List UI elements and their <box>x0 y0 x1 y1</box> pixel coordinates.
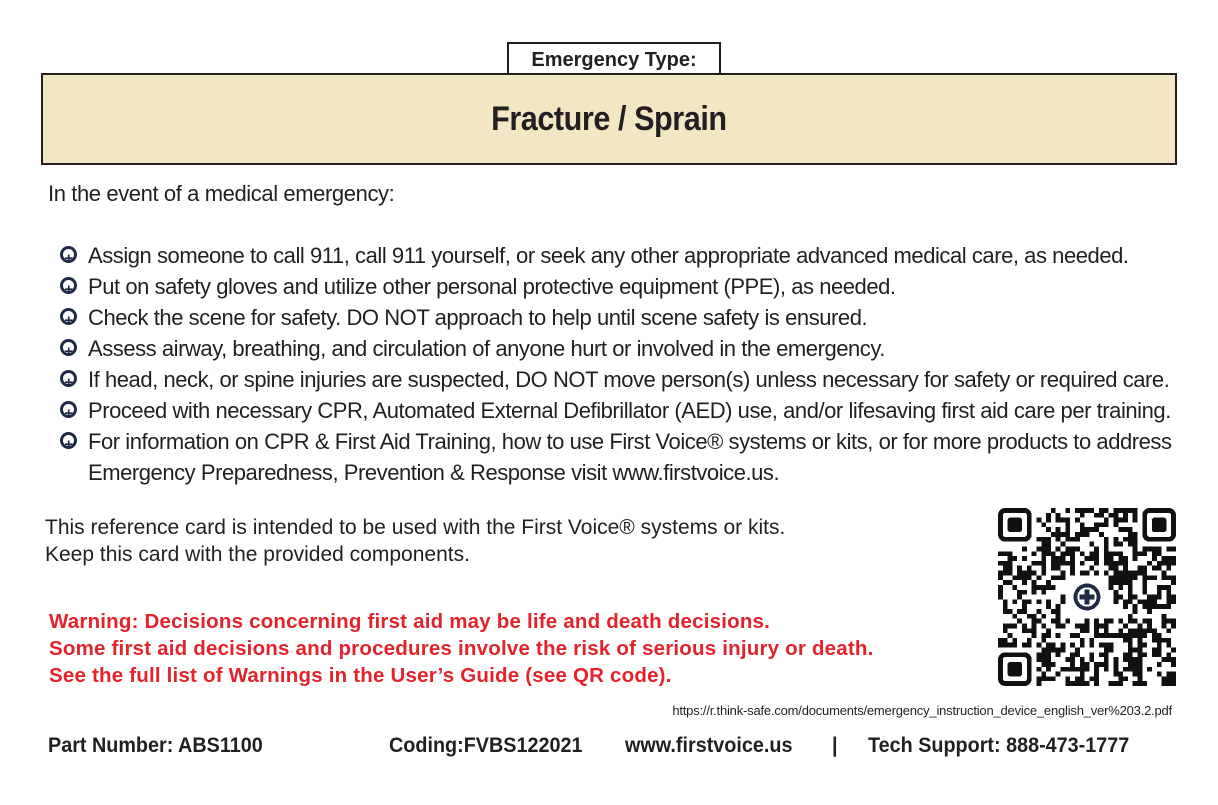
list-item <box>60 364 1200 395</box>
step-text: If head, neck, or spine injuries are suspected, DO NOT move person(s) unless necessary for safety or required care. <box>88 367 1170 392</box>
plus-circle-icon <box>60 370 77 387</box>
website[interactable]: www.firstvoice.us <box>625 733 793 757</box>
emergency-type-label: Emergency Type: <box>507 42 721 74</box>
emergency-type-banner <box>41 73 1177 165</box>
step-text: Assign someone to call 911, call 911 yourself, or seek any other appropriate advanced medical care, as needed. <box>88 243 1129 268</box>
warning-line: Warning: Decisions concerning first aid may be life and death decisions. <box>49 610 771 633</box>
footer <box>0 733 1218 763</box>
step-text: Put on safety gloves and utilize other personal protective equipment (PPE), as needed. <box>88 274 896 299</box>
tech-support: Tech Support: 888-473-1777 <box>868 733 1130 757</box>
list-item <box>60 271 1200 302</box>
plus-circle-icon <box>60 277 77 294</box>
emergency-type-title: Fracture / Sprain <box>491 99 727 138</box>
warning-block <box>49 608 874 689</box>
reference-note <box>45 514 785 568</box>
plus-circle-icon <box>60 339 77 356</box>
qr-code[interactable] <box>998 508 1176 686</box>
plus-circle-icon <box>60 308 77 325</box>
footer-separator: | <box>832 733 838 757</box>
step-text: Check the scene for safety. DO NOT approach to help until scene safety is ensured. <box>88 305 868 330</box>
list-item <box>60 302 1200 333</box>
list-item <box>60 240 1200 271</box>
intro-text: In the event of a medical emergency: <box>48 181 395 206</box>
qr-center-logo <box>1071 581 1104 614</box>
list-item <box>60 426 1200 488</box>
part-number: Part Number: ABS1100 <box>48 733 263 757</box>
list-item <box>60 395 1200 426</box>
step-text: Assess airway, breathing, and circulation of anyone hurt or involved in the emergency. <box>88 336 885 361</box>
warning-line: See the full list of Warnings in the User’s Guide (see QR code). <box>49 664 672 687</box>
warning-line: Some first aid decisions and procedures involve the risk of serious injury or death. <box>49 637 874 660</box>
qr-url[interactable]: https://r.think-safe.com/documents/emergency_instruction_device_english_ver%203.2.pdf <box>672 703 1172 718</box>
reference-line: This reference card is intended to be used with the First Voice® systems or kits. <box>45 516 786 539</box>
list-item <box>60 333 1200 364</box>
steps-list <box>60 240 1200 488</box>
plus-circle-icon <box>60 401 77 418</box>
step-text: For information on CPR & First Aid Training, how to use First Voice® systems or kits, or for more products to address Emergency Preparedness, Prevention & Response visit www.firstvoice.us. <box>88 429 1172 485</box>
reference-line: Keep this card with the provided components. <box>45 543 470 566</box>
plus-circle-icon <box>60 432 77 449</box>
plus-circle-icon <box>60 246 77 263</box>
coding: Coding:FVBS122021 <box>389 733 583 757</box>
step-text: Proceed with necessary CPR, Automated External Defibrillator (AED) use, and/or lifesaving first aid care per training. <box>88 398 1171 423</box>
